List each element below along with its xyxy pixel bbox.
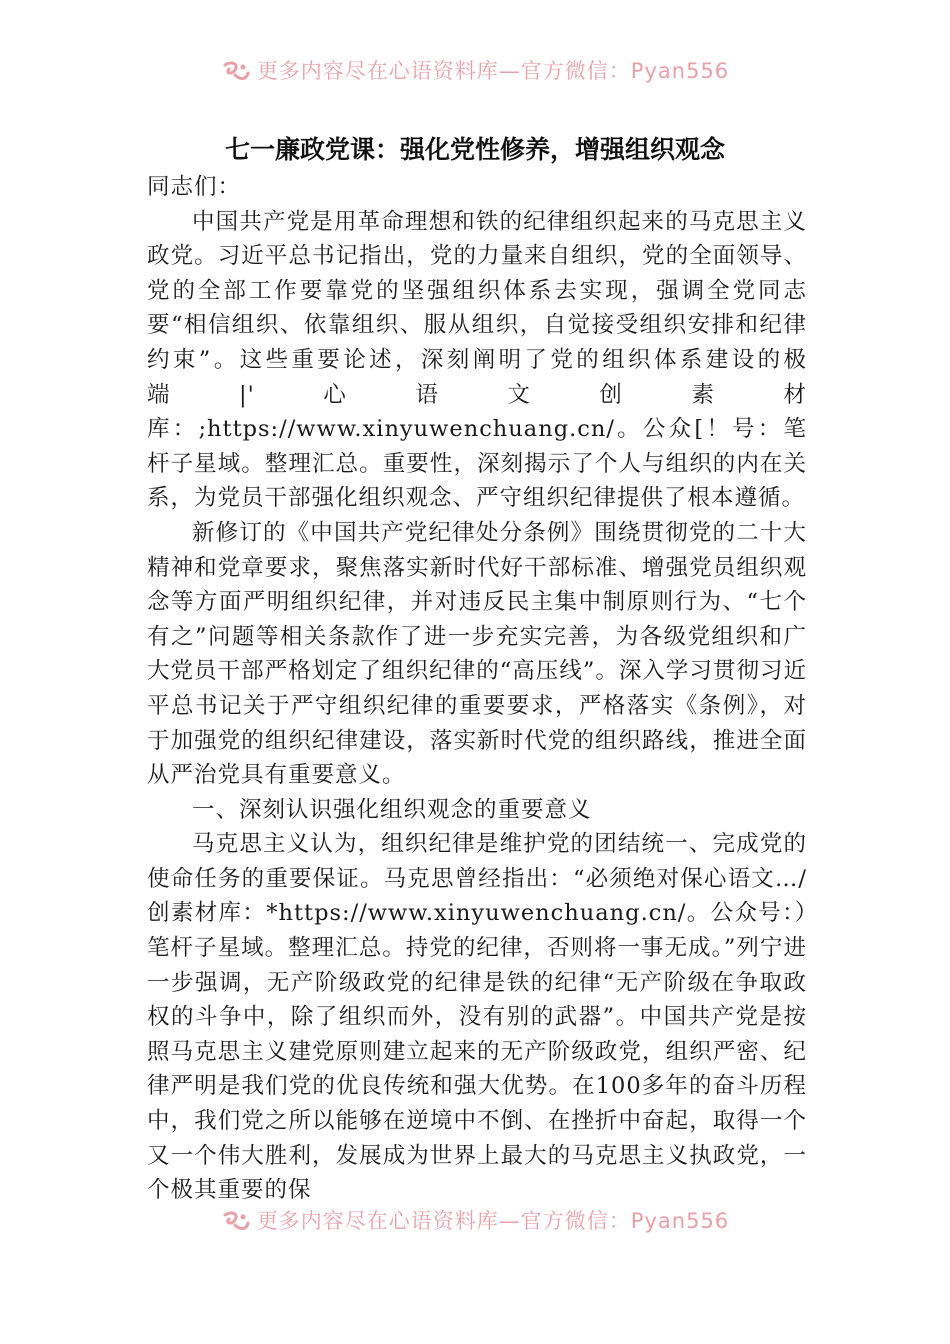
document-body (147, 170, 807, 1208)
watermark-logo-icon (221, 1211, 251, 1233)
salutation: 同志们： (147, 174, 242, 200)
footer-watermark (0, 1208, 950, 1234)
watermark-text: 更多内容尽在心语资料库—官方微信：Pyan556 (256, 1209, 730, 1233)
watermark-logo-icon (221, 61, 251, 83)
header-watermark (0, 58, 950, 84)
section-heading: 一、深刻认识强化组织观念的重要意义 (192, 796, 592, 823)
paragraph-2: 新修订的《中国共产党纪律处分条例》围绕贯彻党的二十大精神和党章要求，聚焦落实新时代好干部标准、增强党员组织观念等方面严明组织纪律，并对违反民主集中制原则行为、“七个有之”问题等相关条款作了进一步充实完善，为各级党组织和广大党员干部严格划定了组织纪律的“高压线”。深入学习贯彻习近平总书记关于严守组织纪律的重要要求，严格落实《条例》，对于加强党的组织纪律建设，落实新时代党的组织路线，推进全面从严治党具有重要意义。 (147, 519, 807, 789)
section-paragraph: 马克思主义认为，组织纪律是维护党的团结统一、完成党的使命任务的重要保证。马克思曾经指出：“必须绝对保心语文…/创素材库：*https://www.xinyuwenchuang.cn/。公众号：）笔杆子星域。整理汇总。持党的纪律，否则将一事无成。”列宁进一步强调，无产阶级政党的纪律是铁的纪律“无产阶级在争取政权的斗争中，除了组织而外，没有别的武器”。中国共产党是按照马克思主义建党原则建立起来的无产阶级政党，组织严密、纪律严明是我们党的优良传统和强大优势。在100多年的奋斗历程中，我们党之所以能够在逆境中不倒、在挫折中奋起，取得一个又一个伟大胜利，发展成为世界上最大的马克思主义执政党，一个极其重要的保 (147, 831, 807, 1204)
paragraph-1: 中国共产党是用革命理想和铁的纪律组织起来的马克思主义政党。习近平总书记指出，党的力量来自组织，党的全面领导、党的全部工作要靠党的坚强组织体系去实现，强调全党同志要“相信组织、依靠组织、服从组织，自觉接受组织安排和纪律约束”。这些重要论述，深刻阐明了党的组织体系建设的极端|'心语文创素材库：;https://www.xinyuwenchuang.cn/。公众[！号：笔杆子星域。整理汇总。重要性，深刻揭示了个人与组织的内在关系，为党员干部强化组织观念、严守组织纪律提供了根本遵循。 (147, 208, 807, 512)
watermark-text: 更多内容尽在心语资料库—官方微信：Pyan556 (256, 59, 730, 83)
document-title: 七一廉政党课：强化党性修养，增强组织观念 (224, 135, 725, 164)
